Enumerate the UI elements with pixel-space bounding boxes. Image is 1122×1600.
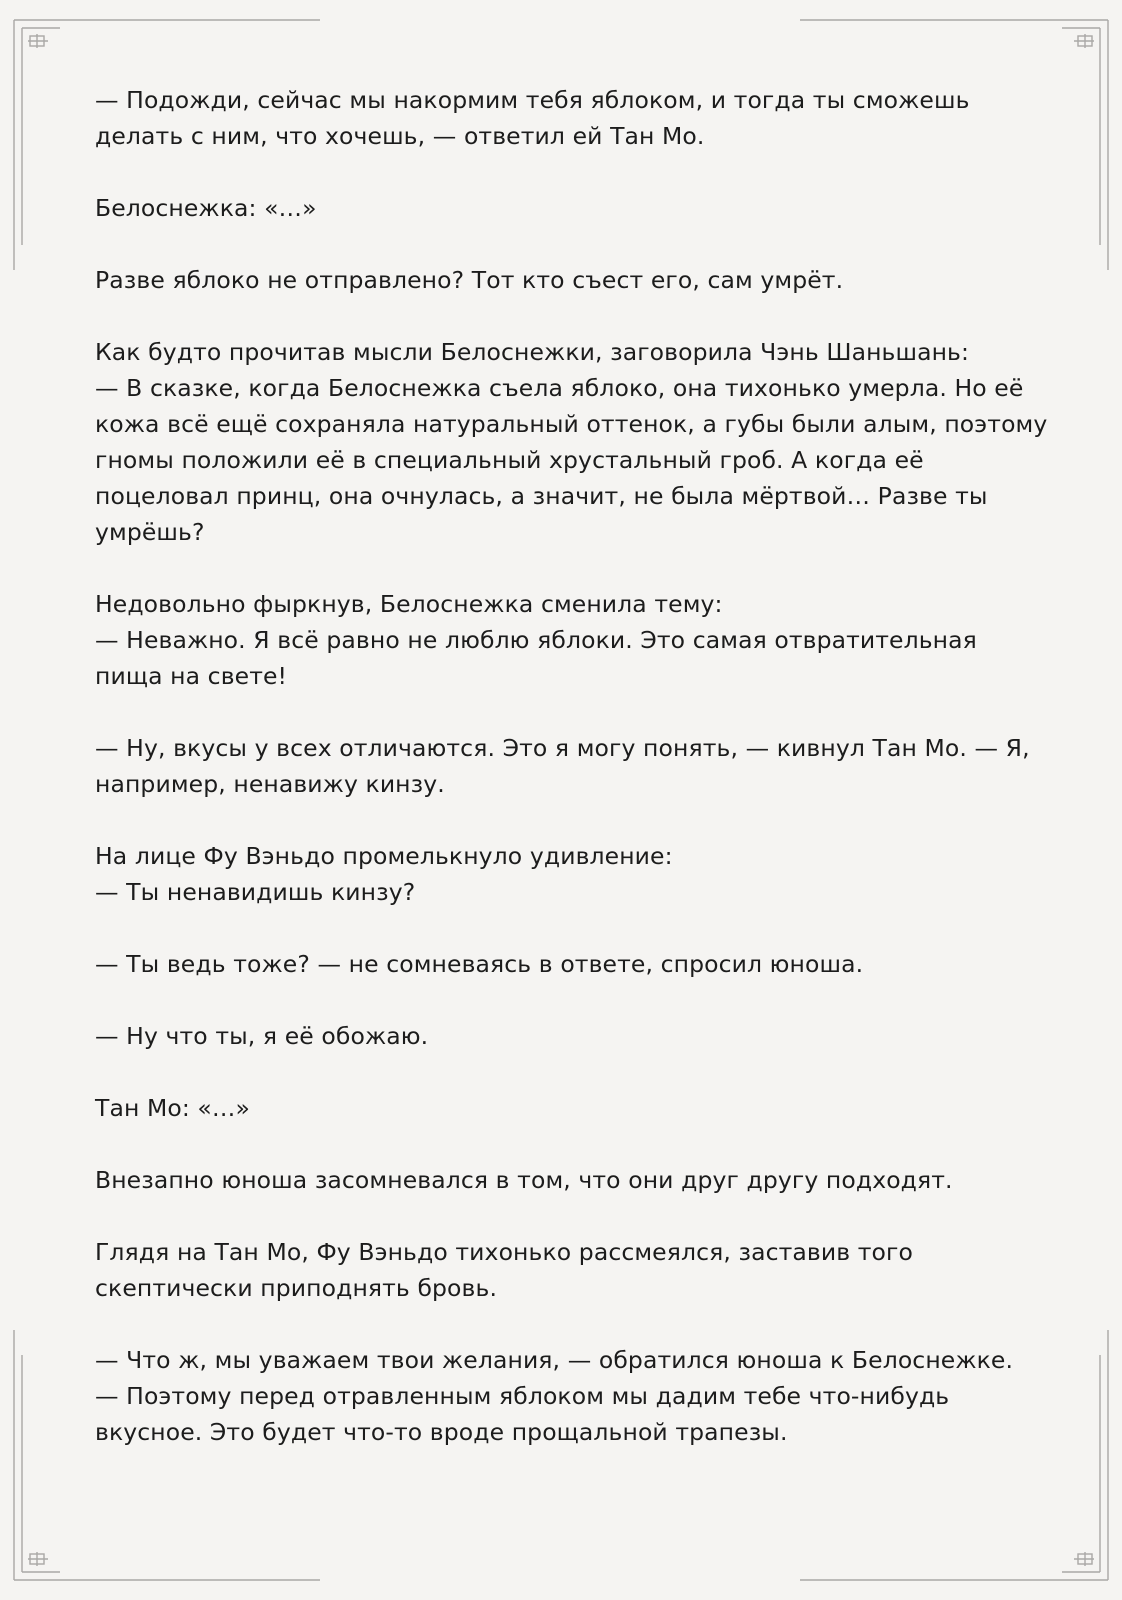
text-line: вкусное. Это будет что-то вроде прощальной трапезы. xyxy=(95,1418,788,1446)
paragraph xyxy=(95,1090,1030,1126)
text-line: Как будто прочитав мысли Белоснежки, заговорила Чэнь Шаньшань: xyxy=(95,338,970,366)
paragraph xyxy=(95,730,1030,802)
text-line: — Ну, вкусы у всех отличаются. Это я могу понять, — кивнул Тан Мо. — Я, xyxy=(95,734,1030,762)
paragraph xyxy=(95,82,1030,154)
text-line: поцеловал принц, она очнулась, а значит, не была мёртвой… Разве ты xyxy=(95,482,988,510)
story-text xyxy=(95,82,1048,1486)
text-line: Разве яблоко не отправлено? Тот кто съест его, сам умрёт. xyxy=(95,266,844,294)
text-line: например, ненавижу кинзу. xyxy=(95,770,445,798)
text-line: — Что ж, мы уважаем твои желания, — обратился юноша к Белоснежке. xyxy=(95,1346,1014,1374)
paragraph xyxy=(95,334,1048,550)
text-line: Белоснежка: «…» xyxy=(95,194,317,222)
text-line: — Неважно. Я всё равно не люблю яблоки. Это самая отвратительная xyxy=(95,626,977,654)
text-line: пища на свете! xyxy=(95,662,288,690)
paragraph xyxy=(95,946,1030,982)
text-line: — Ты ведь тоже? — не сомневаясь в ответе, спросил юноша. xyxy=(95,950,864,978)
text-line: — Поэтому перед отравленным яблоком мы дадим тебе что-нибудь xyxy=(95,1382,950,1410)
text-line: Недовольно фыркнув, Белоснежка сменила тему: xyxy=(95,590,723,618)
text-line: Глядя на Тан Мо, Фу Вэньдо тихонько рассмеялся, заставив того xyxy=(95,1238,913,1266)
paragraph xyxy=(95,586,1030,694)
paragraph xyxy=(95,1342,1030,1450)
text-line: — Ты ненавидишь кинзу? xyxy=(95,878,416,906)
paragraph xyxy=(95,1018,1030,1054)
paragraph xyxy=(95,262,1030,298)
text-line: — В сказке, когда Белоснежка съела яблоко, она тихонько умерла. Но её xyxy=(95,374,1024,402)
paragraph xyxy=(95,1234,1030,1306)
paragraph xyxy=(95,838,1030,910)
text-line: Внезапно юноша засомневался в том, что они друг другу подходят. xyxy=(95,1166,953,1194)
paragraph xyxy=(95,190,1030,226)
text-line: На лице Фу Вэньдо промелькнуло удивление: xyxy=(95,842,673,870)
text-line: умрёшь? xyxy=(95,518,205,546)
text-line: делать с ним, что хочешь, — ответил ей Тан Мо. xyxy=(95,122,705,150)
text-line: Тан Мо: «…» xyxy=(95,1094,250,1122)
paragraph xyxy=(95,1162,1030,1198)
text-line: скептически приподнять бровь. xyxy=(95,1274,498,1302)
text-line: — Ну что ты, я её обожаю. xyxy=(95,1022,429,1050)
text-line: — Подожди, сейчас мы накормим тебя яблоком, и тогда ты сможешь xyxy=(95,86,970,114)
text-line: гномы положили её в специальный хрустальный гроб. А когда её xyxy=(95,446,924,474)
text-line: кожа всё ещё сохраняла натуральный оттенок, а губы были алым, поэтому xyxy=(95,410,1048,438)
